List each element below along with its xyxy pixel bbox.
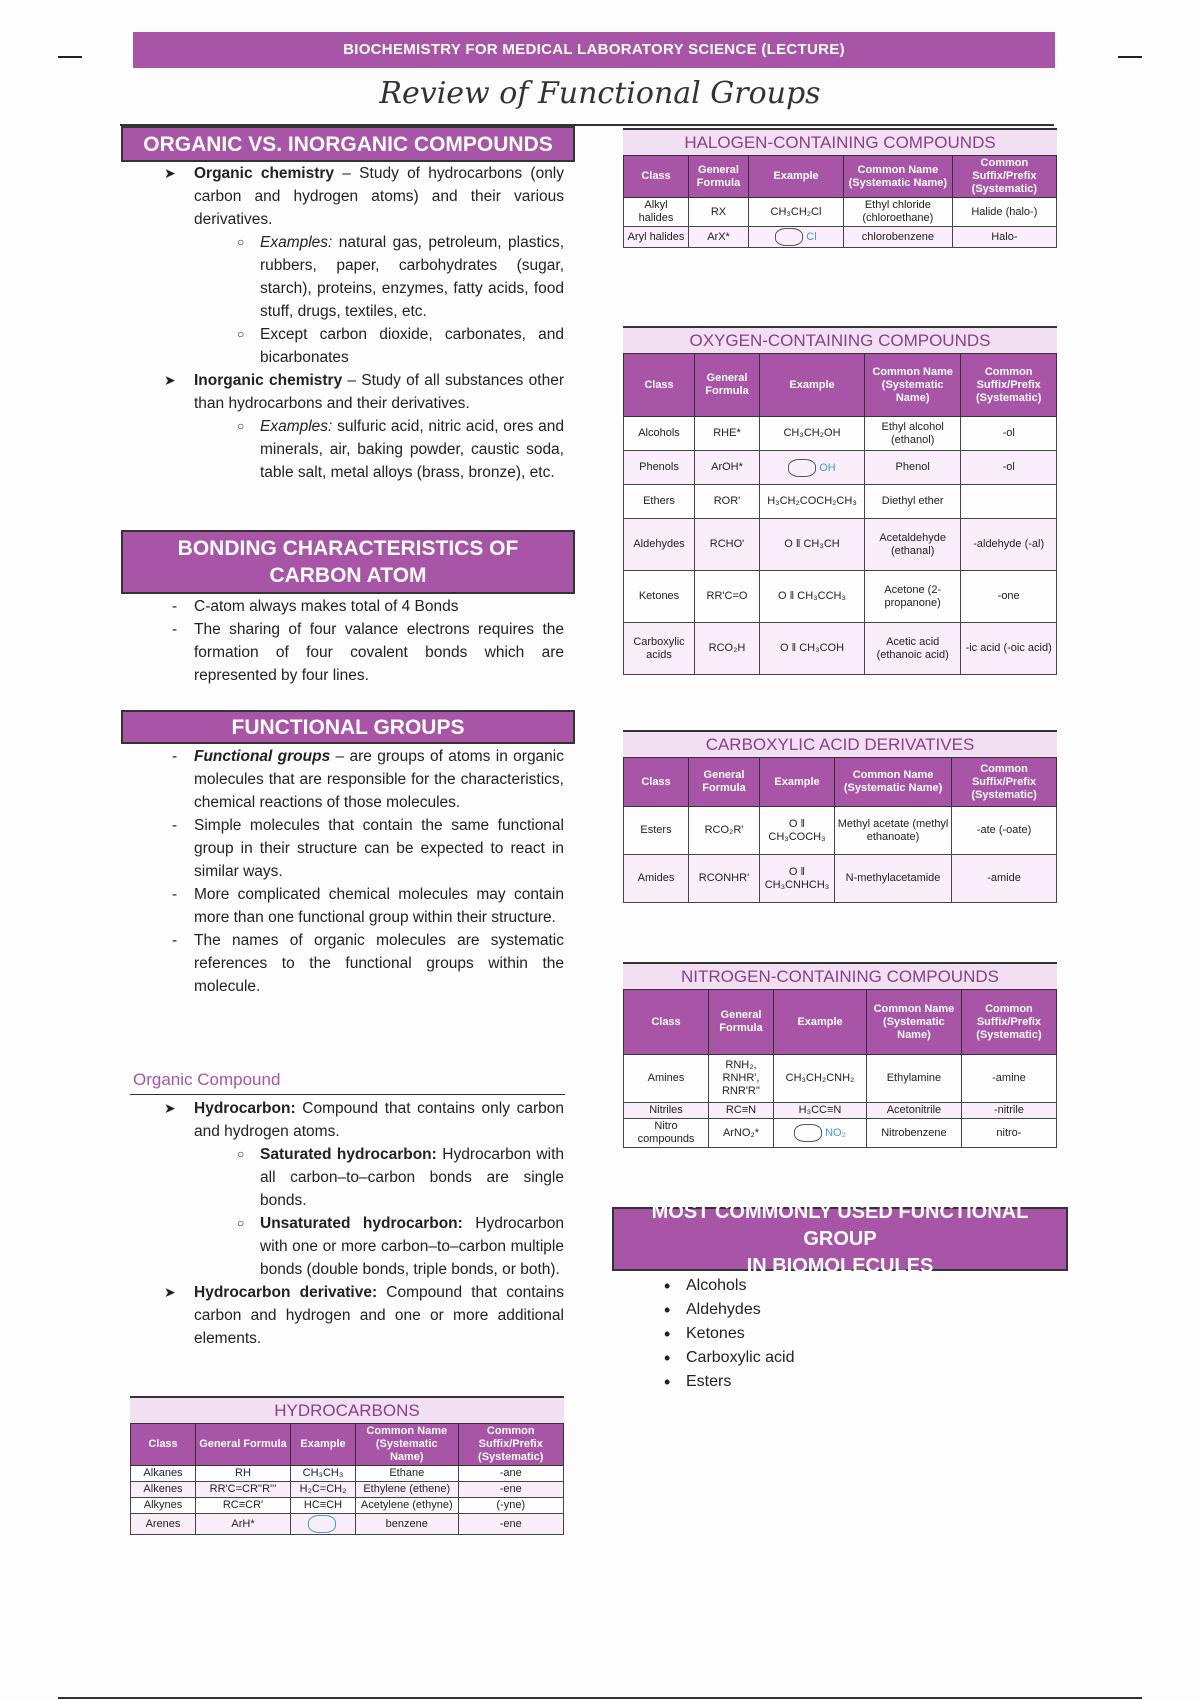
col-header: General Formula <box>709 990 774 1055</box>
nitrogen-table <box>623 989 1057 1148</box>
cell: O ‖ CH₃CCH₃ <box>760 571 865 623</box>
hydrocarbon-item <box>134 1097 564 1143</box>
cell: -ol <box>961 417 1057 451</box>
inorganic-chemistry-item <box>134 369 564 415</box>
margin-mark-right <box>1118 56 1142 58</box>
cell: -ol <box>961 451 1057 485</box>
col-header: General Formula <box>689 758 760 807</box>
cell: CH₃CH₂CNH₂ <box>774 1055 867 1103</box>
saturated-item <box>134 1143 564 1212</box>
cell: H₃CC≡N <box>774 1103 867 1119</box>
cell: Ethylamine <box>867 1055 962 1103</box>
col-header: Common Name (Systematic Name) <box>844 156 953 198</box>
functional-group-item: - More complicated chemical molecules may contain more than one functional group within their structure. <box>134 883 564 929</box>
definition: Hydrocarbon with all carbon–to–carbon bonds are single bonds. <box>260 1146 564 1209</box>
col-header: General Formula <box>196 1424 291 1466</box>
cell: Ketones <box>624 571 695 623</box>
list-item: • Aldehydes <box>656 1298 1036 1322</box>
col-header: Example <box>749 156 844 198</box>
cell: Nitriles <box>624 1103 709 1119</box>
unsaturated-item <box>134 1212 564 1281</box>
cell: O ‖ CH₃CH <box>760 519 865 571</box>
table-row <box>624 571 1057 623</box>
carboxylic-table <box>623 757 1057 903</box>
definition: – Study of all substances other than hydrocarbons and their derivatives. <box>194 372 564 412</box>
functional-groups-body <box>134 745 564 998</box>
col-header: Common Name (Systematic Name) <box>865 354 961 417</box>
organic-vs-inorganic-body <box>134 162 564 484</box>
cell: Acetone (2-propanone) <box>865 571 961 623</box>
table-row <box>131 1498 564 1514</box>
cell: O ‖ CH₃COCH₃ <box>760 807 835 855</box>
table-row <box>624 417 1057 451</box>
functional-group-item: - Simple molecules that contain the same functional group in their structure can be expected to react in similar ways. <box>134 814 564 883</box>
col-header: Example <box>760 354 865 417</box>
cell: Halide (halo-) <box>952 198 1056 227</box>
cell: -aldehyde (-al) <box>961 519 1057 571</box>
col-header: Common Name (Systematic Name) <box>867 990 962 1055</box>
organic-examples-item <box>134 231 564 323</box>
term: Functional groups <box>194 748 331 765</box>
examples-text: sulfuric acid, nitric acid, ores and minerals, air, baking powder, caustic soda, table salt, metal alloys (brass, bronze), etc. <box>260 418 564 481</box>
cell: Phenols <box>624 451 695 485</box>
cell: benzene <box>356 1514 459 1535</box>
cell: Ethane <box>356 1466 459 1482</box>
benzene-ring-cell <box>291 1514 356 1535</box>
cell: Carboxylic acids <box>624 623 695 675</box>
cell: RCHO' <box>695 519 760 571</box>
definition: Hydrocarbon with one or more carbon–to–carbon multiple bonds (double bonds, triple bonds, or both). <box>260 1215 564 1278</box>
cell: RCO₂R' <box>689 807 760 855</box>
bottom-divider <box>58 1697 1142 1699</box>
bonding-header <box>121 530 575 594</box>
list-item: • Carboxylic acid <box>656 1346 1036 1370</box>
cell: Alkenes <box>131 1482 196 1498</box>
organic-compound-title: Organic Compound <box>133 1070 281 1089</box>
cell: RH <box>196 1466 291 1482</box>
organic-except-item: ○ Except carbon dioxide, carbonates, and bicarbonates <box>134 323 564 369</box>
col-header: Common Suffix/Prefix (Systematic) <box>952 156 1056 198</box>
margin-mark-left <box>58 56 82 58</box>
definition: – Study of hydrocarbons (only carbon and hydrogen atoms) and their various derivatives. <box>194 165 565 228</box>
cell: Ethyl alcohol (ethanol) <box>865 417 961 451</box>
cell: RX <box>689 198 749 227</box>
cell: Aryl halides <box>624 227 689 248</box>
table-row <box>624 807 1057 855</box>
cell: Nitro compounds <box>624 1119 709 1148</box>
table-row <box>624 1103 1057 1119</box>
organic-compound-body <box>134 1097 564 1350</box>
cell: Phenol <box>865 451 961 485</box>
inorganic-examples-item <box>134 415 564 484</box>
cell: -amine <box>961 1055 1056 1103</box>
table-row <box>624 623 1057 675</box>
cell <box>961 485 1057 519</box>
bonding-item: - C-atom always makes total of 4 Bonds <box>134 595 564 618</box>
col-header: Common Name (Systematic Name) <box>835 758 952 807</box>
cell: Methyl acetate (methyl ethanoate) <box>835 807 952 855</box>
col-header: Common Suffix/Prefix (Systematic) <box>952 758 1057 807</box>
cell: Ethers <box>624 485 695 519</box>
cell: CH₃CH₂OH <box>760 417 865 451</box>
cell: chlorobenzene <box>844 227 953 248</box>
title-line: BONDING CHARACTERISTICS OF <box>177 537 519 560</box>
list-item: • Ketones <box>656 1322 1036 1346</box>
term: Unsaturated hydrocarbon: <box>260 1215 463 1232</box>
derivative-item <box>134 1281 564 1350</box>
organic-vs-inorganic-header <box>121 126 575 162</box>
col-header: Class <box>131 1424 196 1466</box>
table-row <box>131 1466 564 1482</box>
page-title: Review of Functional Groups <box>379 76 821 111</box>
cell: Alkanes <box>131 1466 196 1482</box>
cell: Amides <box>624 855 689 903</box>
col-header: Common Suffix/Prefix (Systematic) <box>961 354 1057 417</box>
cell: CH₃CH₃ <box>291 1466 356 1482</box>
functional-group-definition <box>134 745 564 814</box>
nitrogen-title: NITROGEN-CONTAINING COMPOUNDS <box>623 962 1057 989</box>
benzene-ring-icon <box>775 228 803 246</box>
most-common-header <box>612 1200 1068 1277</box>
table-row <box>131 1482 564 1498</box>
cell: ArX* <box>689 227 749 248</box>
list-item: • Esters <box>656 1370 1036 1394</box>
cell: nitro- <box>961 1119 1056 1148</box>
cell: Esters <box>624 807 689 855</box>
benzene-ring-icon <box>308 1515 336 1533</box>
table-row <box>624 855 1057 903</box>
col-header: General Formula <box>695 354 760 417</box>
cell: (-yne) <box>458 1498 563 1514</box>
col-header: Class <box>624 156 689 198</box>
cell: -amide <box>952 855 1057 903</box>
cell: Arenes <box>131 1514 196 1535</box>
term: Organic chemistry <box>194 165 335 182</box>
cell: RCONHR' <box>689 855 760 903</box>
cell: -ene <box>458 1514 563 1535</box>
col-header: Example <box>291 1424 356 1466</box>
cell: Diethyl ether <box>865 485 961 519</box>
table-row <box>624 485 1057 519</box>
term: Hydrocarbon: <box>194 1100 296 1117</box>
cell: Halo- <box>952 227 1056 248</box>
substituent: NO₂ <box>825 1126 846 1139</box>
examples-text: natural gas, petroleum, plastics, rubbers, paper, carbohydrates (sugar, starch), proteins, enzymes, fatty acids, food stuff, drugs, textiles, etc. <box>260 234 564 320</box>
header-row <box>624 156 1057 198</box>
functional-groups-header <box>121 710 575 744</box>
substituent: Cl <box>806 230 817 243</box>
cell: Acetylene (ethyne) <box>356 1498 459 1514</box>
col-header: Class <box>624 354 695 417</box>
bonding-item: - The sharing of four valance electrons requires the formation of four covalent bonds which are represented by four lines. <box>134 618 564 687</box>
header-row <box>624 758 1057 807</box>
section-title: FUNCTIONAL GROUPS <box>231 715 465 739</box>
cell: ROR' <box>695 485 760 519</box>
cell: -ene <box>458 1482 563 1498</box>
functional-group-item: - The names of organic molecules are systematic references to the functional groups within the molecule. <box>134 929 564 998</box>
cell: Amines <box>624 1055 709 1103</box>
col-header: General Formula <box>689 156 749 198</box>
cell: O ‖ CH₃COH <box>760 623 865 675</box>
cell: -nitrile <box>961 1103 1056 1119</box>
most-common-list <box>656 1274 1036 1394</box>
cell: ArH* <box>196 1514 291 1535</box>
hydrocarbons-title: HYDROCARBONS <box>130 1396 564 1423</box>
cell: -ate (-oate) <box>952 807 1057 855</box>
cell: Alcohols <box>624 417 695 451</box>
cell: Acetaldehyde (ethanal) <box>865 519 961 571</box>
oxygen-table <box>623 353 1057 675</box>
col-header: Class <box>624 758 689 807</box>
cell: -ane <box>458 1466 563 1482</box>
list-item: • Alcohols <box>656 1274 1036 1298</box>
title-line: MOST COMMONLY USED FUNCTIONAL GROUP <box>651 1200 1029 1250</box>
halogen-table <box>623 155 1057 248</box>
cell: HC≡CH <box>291 1498 356 1514</box>
hydrocarbons-table <box>130 1423 564 1535</box>
cell: Acetic acid (ethanoic acid) <box>865 623 961 675</box>
benzene-ring-icon <box>788 459 816 477</box>
cell: RCO₂H <box>695 623 760 675</box>
substituent: OH <box>819 461 836 474</box>
header-row <box>131 1424 564 1466</box>
header-row <box>624 354 1057 417</box>
cell: N-methylacetamide <box>835 855 952 903</box>
definition: Compound that contains only carbon and hydrogen atoms. <box>194 1100 564 1140</box>
cell: O ‖ CH₃CNHCH₃ <box>760 855 835 903</box>
title-line: CARBON ATOM <box>269 564 427 587</box>
cell: CH₃CH₂Cl <box>749 198 844 227</box>
chlorobenzene-cell <box>749 227 844 248</box>
term: Hydrocarbon derivative: <box>194 1284 378 1301</box>
definition: Compound that contains carbon and hydrogen and one or more additional elements. <box>194 1284 564 1347</box>
cell: ArNO₂* <box>709 1119 774 1148</box>
cell: Aldehydes <box>624 519 695 571</box>
table-row <box>624 1119 1057 1148</box>
cell: RHE* <box>695 417 760 451</box>
col-header: Example <box>774 990 867 1055</box>
col-header: Common Suffix/Prefix (Systematic) <box>961 990 1056 1055</box>
bonding-body <box>134 595 564 687</box>
cell: Alkyl halides <box>624 198 689 227</box>
cell: Acetonitrile <box>867 1103 962 1119</box>
table-row <box>624 227 1057 248</box>
organic-compound-divider <box>130 1094 565 1095</box>
term: Saturated hydrocarbon: <box>260 1146 437 1163</box>
cell: H₃CH₂COCH₂CH₃ <box>760 485 865 519</box>
cell: RNH₂, RNHR', RNR'R'' <box>709 1055 774 1103</box>
cell: H₂C=CH₂ <box>291 1482 356 1498</box>
cell: RR'C=O <box>695 571 760 623</box>
table-row <box>624 451 1057 485</box>
cell: -one <box>961 571 1057 623</box>
cell: ArOH* <box>695 451 760 485</box>
table-row <box>624 198 1057 227</box>
col-header: Class <box>624 990 709 1055</box>
cell: Ethyl chloride (chloroethane) <box>844 198 953 227</box>
cell: Alkynes <box>131 1498 196 1514</box>
cell: RC≡N <box>709 1103 774 1119</box>
term: Inorganic chemistry <box>194 372 343 389</box>
table-row <box>131 1514 564 1535</box>
table-row <box>624 1055 1057 1103</box>
nitrobenzene-cell <box>774 1119 867 1148</box>
label: Examples: <box>260 234 333 251</box>
header-row <box>624 990 1057 1055</box>
course-banner: BIOCHEMISTRY FOR MEDICAL LABORATORY SCIENCE (LECTURE) <box>133 32 1055 68</box>
organic-chemistry-item <box>134 162 564 231</box>
phenol-cell <box>760 451 865 485</box>
section-title: ORGANIC VS. INORGANIC COMPOUNDS <box>143 132 553 156</box>
table-row <box>624 519 1057 571</box>
label: Examples: <box>260 418 333 435</box>
cell: Nitrobenzene <box>867 1119 962 1148</box>
halogen-title: HALOGEN-CONTAINING COMPOUNDS <box>623 128 1057 155</box>
benzene-ring-icon <box>794 1124 822 1142</box>
cell: Ethylene (ethene) <box>356 1482 459 1498</box>
col-header: Example <box>760 758 835 807</box>
cell: -ic acid (-oic acid) <box>961 623 1057 675</box>
col-header: Common Name (Systematic Name) <box>356 1424 459 1466</box>
cell: RC≡CR' <box>196 1498 291 1514</box>
definition: – are groups of atoms in organic molecules that are responsible for the characteristics, chemical reactions of those molecules. <box>194 748 564 811</box>
cell: RR'C=CR''R''' <box>196 1482 291 1498</box>
carboxylic-title: CARBOXYLIC ACID DERIVATIVES <box>623 730 1057 757</box>
title-line: IN BIOMOLECULES <box>746 1254 934 1277</box>
col-header: Common Suffix/Prefix (Systematic) <box>458 1424 563 1466</box>
oxygen-title: OXYGEN-CONTAINING COMPOUNDS <box>623 326 1057 353</box>
